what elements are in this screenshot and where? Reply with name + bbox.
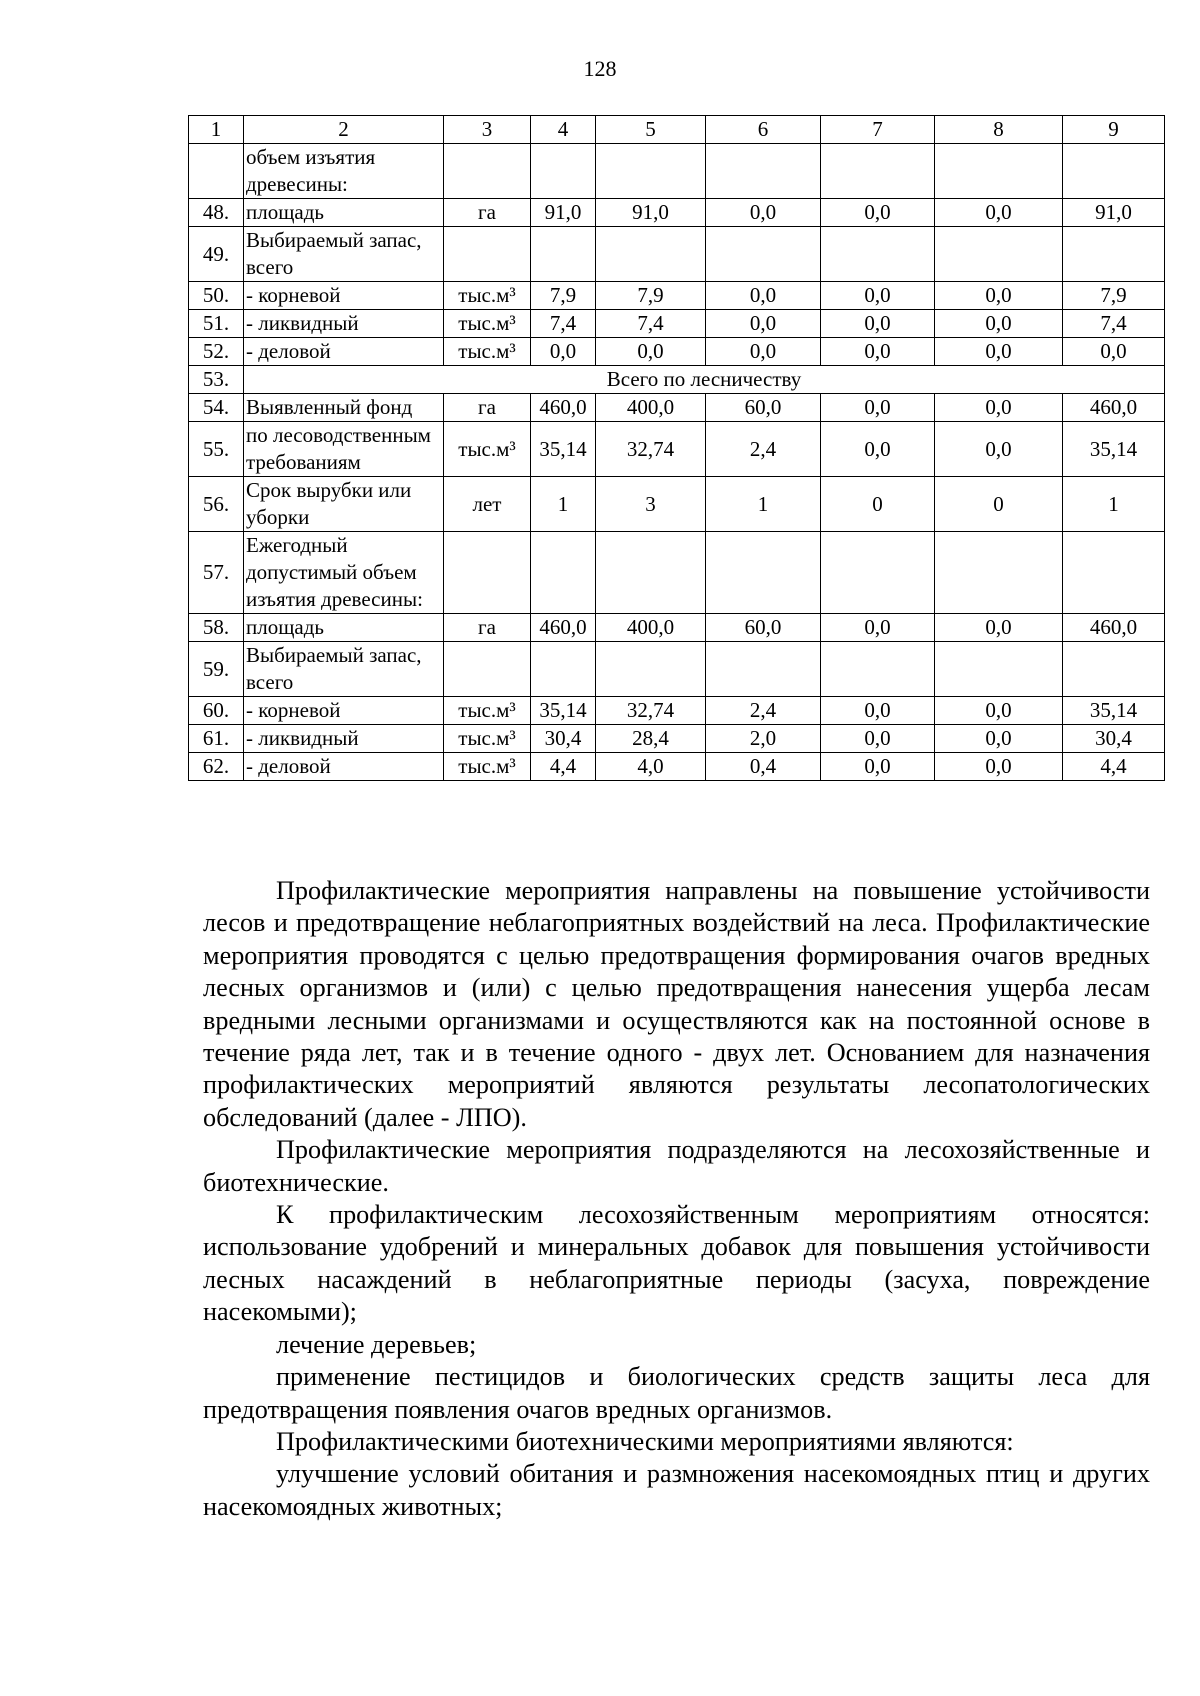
unit-cell: га [444, 614, 531, 642]
row-number: 58. [189, 614, 244, 642]
table-row [189, 614, 1165, 642]
value-cell-col-7 [821, 532, 935, 614]
indicator-name: - корневой [244, 282, 444, 310]
table-row [189, 227, 1165, 282]
row-number: 55. [189, 422, 244, 477]
paragraph: Профилактические мероприятия направлены на повышение устойчивости лесов и предотвращение неблагоприятных воздействий на леса. Профилактические мероприятия проводятся с целью предотвращения формирования очагов вредных лесных организмов и (или) с целью предотвращения нанесения ущерба лесам вредными лесными организмами и осуществляются как на постоянной основе в течение ряда лет, так и в течение одного - двух лет. Основанием для назначения профилактических мероприятий являются результаты лесопатологических обследований (далее - ЛПО). [203, 876, 1150, 1132]
value-cell-col-8: 0,0 [935, 199, 1063, 227]
forest-data-table [188, 115, 1165, 781]
value-cell-col-7: 0 [821, 477, 935, 532]
value-cell-col-9 [1063, 642, 1165, 697]
table-row [189, 725, 1165, 753]
value-cell-col-4: 460,0 [531, 614, 596, 642]
value-cell-col-6: 0,0 [706, 338, 821, 366]
value-cell-col-6 [706, 642, 821, 697]
row-number: 60. [189, 697, 244, 725]
value-cell-col-6: 60,0 [706, 614, 821, 642]
value-cell-col-6: 2,4 [706, 422, 821, 477]
table-row [189, 366, 1165, 394]
value-cell-col-9 [1063, 227, 1165, 282]
value-cell-col-5: 91,0 [596, 199, 706, 227]
table-row [189, 310, 1165, 338]
value-cell-col-7 [821, 144, 935, 199]
value-cell-col-8: 0,0 [935, 282, 1063, 310]
unit-cell: лет [444, 477, 531, 532]
value-cell-col-4: 460,0 [531, 394, 596, 422]
value-cell-col-6 [706, 532, 821, 614]
table-row [189, 338, 1165, 366]
value-cell-col-9: 7,9 [1063, 282, 1165, 310]
unit-cell: тыс.м³ [444, 310, 531, 338]
value-cell-col-8 [935, 227, 1063, 282]
row-number: 59. [189, 642, 244, 697]
unit-cell: тыс.м³ [444, 725, 531, 753]
value-cell-col-7: 0,0 [821, 310, 935, 338]
unit-cell: тыс.м³ [444, 697, 531, 725]
unit-cell: га [444, 199, 531, 227]
value-cell-col-6: 0,0 [706, 310, 821, 338]
page-number: 128 [583, 56, 617, 81]
row-number: 53. [189, 366, 244, 394]
value-cell-col-7: 0,0 [821, 697, 935, 725]
row-number: 50. [189, 282, 244, 310]
unit-cell [444, 532, 531, 614]
indicator-name: площадь [244, 614, 444, 642]
value-cell-col-9 [1063, 144, 1165, 199]
row-number [189, 144, 244, 199]
table-row [189, 532, 1165, 614]
value-cell-col-8: 0,0 [935, 753, 1063, 781]
value-cell-col-4 [531, 227, 596, 282]
value-cell-col-9: 35,14 [1063, 697, 1165, 725]
value-cell-col-4 [531, 642, 596, 697]
value-cell-col-9: 460,0 [1063, 394, 1165, 422]
value-cell-col-6 [706, 144, 821, 199]
value-cell-col-9: 1 [1063, 477, 1165, 532]
value-cell-col-4: 7,4 [531, 310, 596, 338]
row-number: 57. [189, 532, 244, 614]
value-cell-col-6: 1 [706, 477, 821, 532]
value-cell-col-6 [706, 227, 821, 282]
paragraph: лечение деревьев; [276, 1329, 477, 1359]
unit-cell: га [444, 394, 531, 422]
unit-cell: тыс.м³ [444, 282, 531, 310]
value-cell-col-9: 4,4 [1063, 753, 1165, 781]
value-cell-col-7: 0,0 [821, 725, 935, 753]
value-cell-col-5: 32,74 [596, 697, 706, 725]
paragraph: Профилактические мероприятия подразделяются на лесохозяйственные и биотехнические. [203, 1135, 1150, 1197]
value-cell-col-5: 28,4 [596, 725, 706, 753]
value-cell-col-5 [596, 144, 706, 199]
indicator-name: - деловой [244, 338, 444, 366]
table-row [189, 282, 1165, 310]
table-row [189, 394, 1165, 422]
row-number: 52. [189, 338, 244, 366]
value-cell-col-7: 0,0 [821, 394, 935, 422]
value-cell-col-9: 0,0 [1063, 338, 1165, 366]
indicator-name: Срок вырубки или уборки [244, 477, 444, 532]
row-number: 48. [189, 199, 244, 227]
paragraph: Профилактическими биотехническими мероприятиями являются: [276, 1426, 1014, 1456]
table-row [189, 697, 1165, 725]
value-cell-col-8 [935, 642, 1063, 697]
column-header-6: 6 [706, 116, 821, 144]
unit-cell: тыс.м³ [444, 753, 531, 781]
column-header-9: 9 [1063, 116, 1165, 144]
column-header-8: 8 [935, 116, 1063, 144]
value-cell-col-9 [1063, 532, 1165, 614]
indicator-name: Выявленный фонд [244, 394, 444, 422]
value-cell-col-5 [596, 227, 706, 282]
value-cell-col-8 [935, 532, 1063, 614]
indicator-name: - ликвидный [244, 725, 444, 753]
value-cell-col-4: 35,14 [531, 697, 596, 725]
value-cell-col-6: 2,0 [706, 725, 821, 753]
value-cell-col-8: 0,0 [935, 338, 1063, 366]
value-cell-col-5 [596, 532, 706, 614]
column-header-4: 4 [531, 116, 596, 144]
value-cell-col-4: 35,14 [531, 422, 596, 477]
value-cell-col-7 [821, 227, 935, 282]
indicator-name: по лесоводственным требованиям [244, 422, 444, 477]
indicator-name: площадь [244, 199, 444, 227]
value-cell-col-9: 7,4 [1063, 310, 1165, 338]
value-cell-col-7: 0,0 [821, 614, 935, 642]
value-cell-col-9: 460,0 [1063, 614, 1165, 642]
value-cell-col-4 [531, 144, 596, 199]
column-header-1: 1 [189, 116, 244, 144]
unit-cell: тыс.м³ [444, 422, 531, 477]
value-cell-col-6: 0,0 [706, 282, 821, 310]
value-cell-col-8: 0 [935, 477, 1063, 532]
value-cell-col-5: 4,0 [596, 753, 706, 781]
table-row [189, 422, 1165, 477]
value-cell-col-5: 0,0 [596, 338, 706, 366]
value-cell-col-6: 2,4 [706, 697, 821, 725]
paragraph: К профилактическим лесохозяйственным мероприятиям относятся: использование удобрений и минеральных добавок для повышения устойчивости лесных насаждений в неблагоприятные периоды (засуха, повреждение насекомыми); [203, 1200, 1150, 1327]
row-number: 49. [189, 227, 244, 282]
table-row [189, 144, 1165, 199]
indicator-name: Ежегодный допустимый объем изъятия древесины: [244, 532, 444, 614]
value-cell-col-5: 3 [596, 477, 706, 532]
value-cell-col-6: 0,0 [706, 199, 821, 227]
value-cell-col-5: 7,4 [596, 310, 706, 338]
indicator-name: Выбираемый запас, всего [244, 642, 444, 697]
value-cell-col-4: 4,4 [531, 753, 596, 781]
value-cell-col-4 [531, 532, 596, 614]
column-header-5: 5 [596, 116, 706, 144]
row-number: 54. [189, 394, 244, 422]
table-header-row [189, 116, 1165, 144]
value-cell-col-9: 35,14 [1063, 422, 1165, 477]
value-cell-col-9: 30,4 [1063, 725, 1165, 753]
column-header-7: 7 [821, 116, 935, 144]
value-cell-col-8: 0,0 [935, 725, 1063, 753]
value-cell-col-5: 7,9 [596, 282, 706, 310]
value-cell-col-7: 0,0 [821, 282, 935, 310]
indicator-name: Выбираемый запас, всего [244, 227, 444, 282]
row-number: 62. [189, 753, 244, 781]
value-cell-col-5: 400,0 [596, 614, 706, 642]
unit-cell [444, 642, 531, 697]
value-cell-col-5 [596, 642, 706, 697]
value-cell-col-8: 0,0 [935, 614, 1063, 642]
row-number: 51. [189, 310, 244, 338]
value-cell-col-7: 0,0 [821, 753, 935, 781]
unit-cell: тыс.м³ [444, 338, 531, 366]
unit-cell [444, 227, 531, 282]
table-row [189, 642, 1165, 697]
row-number: 61. [189, 725, 244, 753]
indicator-name: - деловой [244, 753, 444, 781]
body-text [203, 875, 1150, 1523]
section-title: Всего по лесничеству [244, 366, 1165, 394]
value-cell-col-7: 0,0 [821, 199, 935, 227]
table-row [189, 753, 1165, 781]
paragraph: применение пестицидов и биологических средств защиты леса для предотвращения появления очагов вредных организмов. [203, 1362, 1150, 1424]
table-row [189, 199, 1165, 227]
value-cell-col-8: 0,0 [935, 422, 1063, 477]
value-cell-col-4: 1 [531, 477, 596, 532]
value-cell-col-4: 7,9 [531, 282, 596, 310]
table-row [189, 477, 1165, 532]
paragraph: улучшение условий обитания и размножения насекомоядных птиц и других насекомоядных животных; [203, 1459, 1150, 1521]
value-cell-col-5: 400,0 [596, 394, 706, 422]
column-header-2: 2 [244, 116, 444, 144]
value-cell-col-7 [821, 642, 935, 697]
row-number: 56. [189, 477, 244, 532]
value-cell-col-4: 30,4 [531, 725, 596, 753]
value-cell-col-6: 60,0 [706, 394, 821, 422]
value-cell-col-7: 0,0 [821, 338, 935, 366]
value-cell-col-8: 0,0 [935, 394, 1063, 422]
value-cell-col-4: 0,0 [531, 338, 596, 366]
value-cell-col-9: 91,0 [1063, 199, 1165, 227]
indicator-name: - ликвидный [244, 310, 444, 338]
value-cell-col-5: 32,74 [596, 422, 706, 477]
column-header-3: 3 [444, 116, 531, 144]
indicator-name: - корневой [244, 697, 444, 725]
value-cell-col-4: 91,0 [531, 199, 596, 227]
value-cell-col-8: 0,0 [935, 310, 1063, 338]
value-cell-col-8 [935, 144, 1063, 199]
unit-cell [444, 144, 531, 199]
value-cell-col-8: 0,0 [935, 697, 1063, 725]
indicator-name: объем изъятия древесины: [244, 144, 444, 199]
value-cell-col-7: 0,0 [821, 422, 935, 477]
value-cell-col-6: 0,4 [706, 753, 821, 781]
